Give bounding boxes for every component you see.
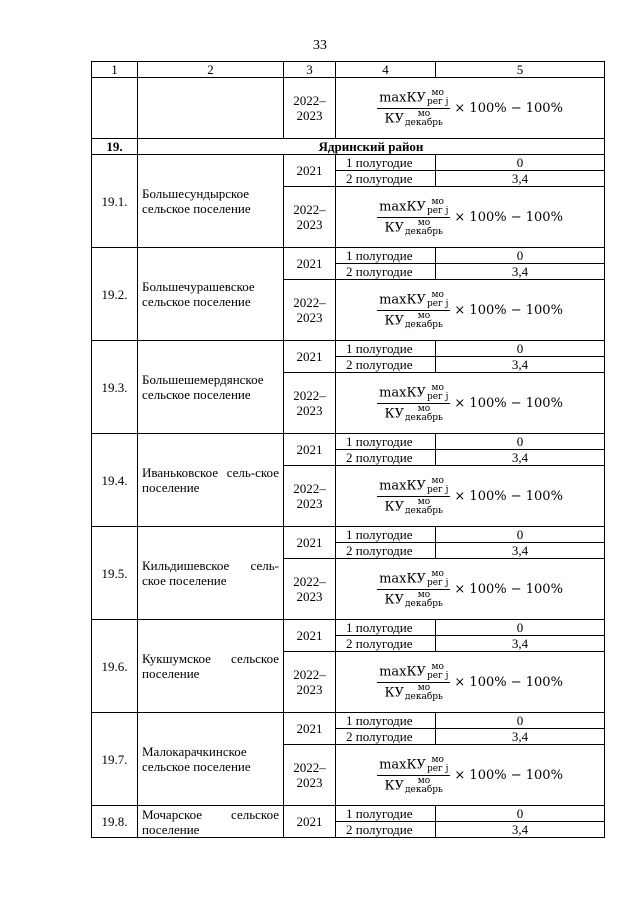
row-number: 19.6. <box>92 620 138 713</box>
years-cell: 2022– 2023 <box>284 745 336 806</box>
period-cell: 1 полугодие <box>336 713 436 729</box>
row-number: 19.2. <box>92 248 138 341</box>
value-cell: 3,4 <box>436 357 605 373</box>
header-cell: 1 <box>92 62 138 78</box>
period-cell: 1 полугодие <box>336 434 436 450</box>
period-cell: 2 полугодие <box>336 822 436 838</box>
formula: maxКУ мо рег j КУ мо декабрь × 100% − 100% <box>379 475 563 516</box>
settlement-name: Большечурашевское сельское поселение <box>138 248 284 341</box>
header-cell: 4 <box>336 62 436 78</box>
table-row <box>92 434 605 450</box>
value-cell: 0 <box>436 341 605 357</box>
row-number: 19.1. <box>92 155 138 248</box>
period-cell: 1 полугодие <box>336 806 436 822</box>
formula: maxКУ мо рег j КУ мо декабрь × 100% − 100% <box>379 196 563 237</box>
formula-cell <box>336 559 605 620</box>
value-cell: 3,4 <box>436 636 605 652</box>
year-cell: 2021 <box>284 341 336 373</box>
table-header-row <box>92 62 605 78</box>
num-cell <box>92 78 138 139</box>
header-cell: 5 <box>436 62 605 78</box>
value-cell: 0 <box>436 527 605 543</box>
period-cell: 2 полугодие <box>336 171 436 187</box>
year-cell: 2021 <box>284 713 336 745</box>
years-cell: 2022– 2023 <box>284 466 336 527</box>
tariff-table <box>91 61 605 838</box>
years-cell: 2022– 2023 <box>284 652 336 713</box>
formula-cell <box>336 187 605 248</box>
formula: maxКУ мо рег j КУ мо декабрь × 100% − 100% <box>379 568 563 609</box>
settlement-name: Кукшумское сельское поселение <box>138 620 284 713</box>
period-cell: 1 полугодие <box>336 248 436 264</box>
section-row <box>92 139 605 155</box>
formula: maxКУ мо рег j КУ мо декабрь × 100% − 100% <box>379 289 563 330</box>
table-row <box>92 527 605 543</box>
table-row <box>92 248 605 264</box>
formula-cell <box>336 652 605 713</box>
page-number: 33 <box>313 38 327 53</box>
row-number: 19.7. <box>92 713 138 806</box>
row-number: 19.4. <box>92 434 138 527</box>
period-cell: 1 полугодие <box>336 620 436 636</box>
year-cell: 2021 <box>284 527 336 559</box>
formula: maxКУ мо рег j КУ мо декабрь × 100% − 100% <box>379 661 563 702</box>
header-cell: 2 <box>138 62 284 78</box>
period-cell: 1 полугодие <box>336 341 436 357</box>
formula-cell <box>336 78 605 139</box>
period-cell: 1 полугодие <box>336 527 436 543</box>
value-cell: 3,4 <box>436 171 605 187</box>
value-cell: 3,4 <box>436 543 605 559</box>
row-number: 19.8. <box>92 806 138 838</box>
year-cell: 2021 <box>284 620 336 652</box>
value-cell: 0 <box>436 713 605 729</box>
settlement-name: Большесундырское сельское поселение <box>138 155 284 248</box>
period-cell: 2 полугодие <box>336 450 436 466</box>
continuation-row <box>92 78 605 139</box>
years-cell: 2022– 2023 <box>284 280 336 341</box>
period-cell: 2 полугодие <box>336 636 436 652</box>
years-cell: 2022– 2023 <box>284 559 336 620</box>
header-cell: 3 <box>284 62 336 78</box>
value-cell: 0 <box>436 806 605 822</box>
value-cell: 0 <box>436 434 605 450</box>
period-cell: 2 полугодие <box>336 543 436 559</box>
settlement-name: Малокарачкинское сельское поселение <box>138 713 284 806</box>
row-number: 19.5. <box>92 527 138 620</box>
period-cell: 2 полугодие <box>336 357 436 373</box>
row-number: 19.3. <box>92 341 138 434</box>
value-cell: 3,4 <box>436 264 605 280</box>
formula: maxКУ мо рег j КУ мо декабрь × 100% − 100% <box>379 87 563 128</box>
settlement-name: Большешемердянское сельское поселение <box>138 341 284 434</box>
settlement-name: Иваньковское сель-ское поселение <box>138 434 284 527</box>
table-row <box>92 713 605 729</box>
year-cell: 2021 <box>284 248 336 280</box>
formula: maxКУ мо рег j КУ мо декабрь × 100% − 100% <box>379 382 563 423</box>
table-row <box>92 155 605 171</box>
years-cell: 2022– 2023 <box>284 78 336 139</box>
section-num: 19. <box>92 139 138 155</box>
years-cell: 2022– 2023 <box>284 373 336 434</box>
formula-cell <box>336 373 605 434</box>
period-cell: 1 полугодие <box>336 155 436 171</box>
years-cell: 2022– 2023 <box>284 187 336 248</box>
table-row <box>92 620 605 636</box>
value-cell: 0 <box>436 620 605 636</box>
year-cell: 2021 <box>284 806 336 838</box>
formula-cell <box>336 466 605 527</box>
value-cell: 0 <box>436 248 605 264</box>
formula-cell <box>336 280 605 341</box>
year-cell: 2021 <box>284 434 336 466</box>
settlement-name: Кильдишевское сель-ское поселение <box>138 527 284 620</box>
table-row <box>92 806 605 822</box>
period-cell: 2 полугодие <box>336 729 436 745</box>
formula-cell <box>336 745 605 806</box>
name-cell <box>138 78 284 139</box>
value-cell: 3,4 <box>436 729 605 745</box>
period-cell: 2 полугодие <box>336 264 436 280</box>
table-row <box>92 341 605 357</box>
formula: maxКУ мо рег j КУ мо декабрь × 100% − 100% <box>379 754 563 795</box>
value-cell: 0 <box>436 155 605 171</box>
section-title: Ядринский район <box>138 139 605 155</box>
value-cell: 3,4 <box>436 450 605 466</box>
settlement-name: Мочарское сельское поселение <box>138 806 284 838</box>
value-cell: 3,4 <box>436 822 605 838</box>
year-cell: 2021 <box>284 155 336 187</box>
